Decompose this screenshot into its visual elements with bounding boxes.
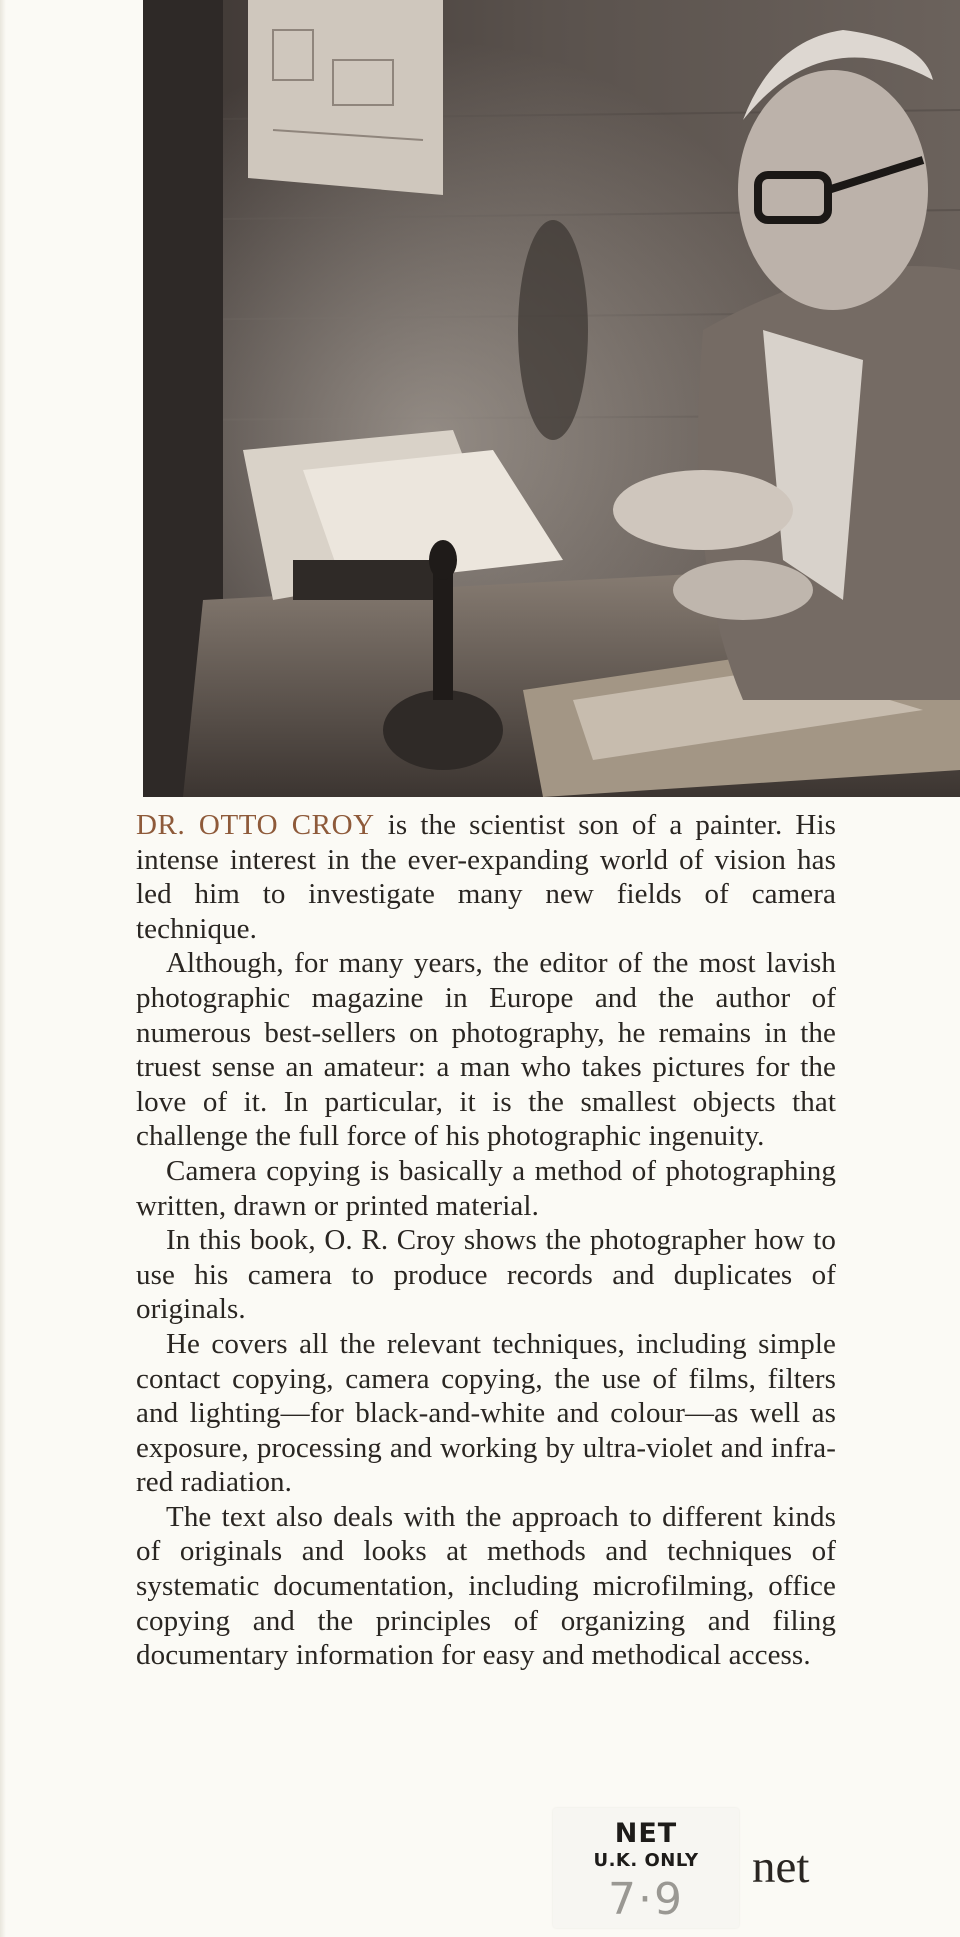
net-price-label: net (752, 1841, 810, 1893)
paragraph-techniques: He covers all the relevant techniques, including simple contact copying, camera copying, the use of films, filters and lighting—for black-and-white and colour—as well as exposure, processing and working by ultra-violet and infra-red radiation. (136, 1327, 836, 1499)
paragraph-career: Although, for many years, the editor of the most lavish photographic magazine in Europe and the author of numerous best-sellers on photography, he remains in the truest sense an amateur: a man who takes pictures for the love of it. In particular, it is the smallest objects that challenge the full force of his photographic ingenuity. (136, 947, 836, 1153)
page-edge (0, 0, 6, 1937)
sticker-region-label: U.K. ONLY (593, 1850, 699, 1871)
author-photo-illustration (143, 0, 960, 797)
sticker-net-label: NET (614, 1818, 678, 1849)
paragraph-definition: Camera copying is basically a method of photographing written, drawn or printed material. (136, 1154, 836, 1222)
paragraph-documentation: The text also deals with the approach to different kinds of originals and looks at methods and techniques of systematic documentation, including microfilming, office copying and the principles of organizing and filing documentary information for easy and methodical access. (136, 1500, 836, 1672)
paragraph-intro (136, 808, 836, 946)
paragraph-intro-text: is the scientist son of a painter. His intense interest in the ever-expanding world of vision has led him to investigate many new fields of camera technique. (136, 809, 837, 945)
paragraph-book-purpose: In this book, O. R. Croy shows the photographer how to use his camera to produce records and duplicates of originals. (136, 1224, 836, 1326)
price-sticker (553, 1808, 739, 1928)
flap-copy (136, 808, 836, 1673)
author-name: DR. OTTO CROY (136, 809, 375, 841)
sticker-price-amount: 7·9 (608, 1874, 684, 1925)
author-photo (143, 0, 960, 797)
